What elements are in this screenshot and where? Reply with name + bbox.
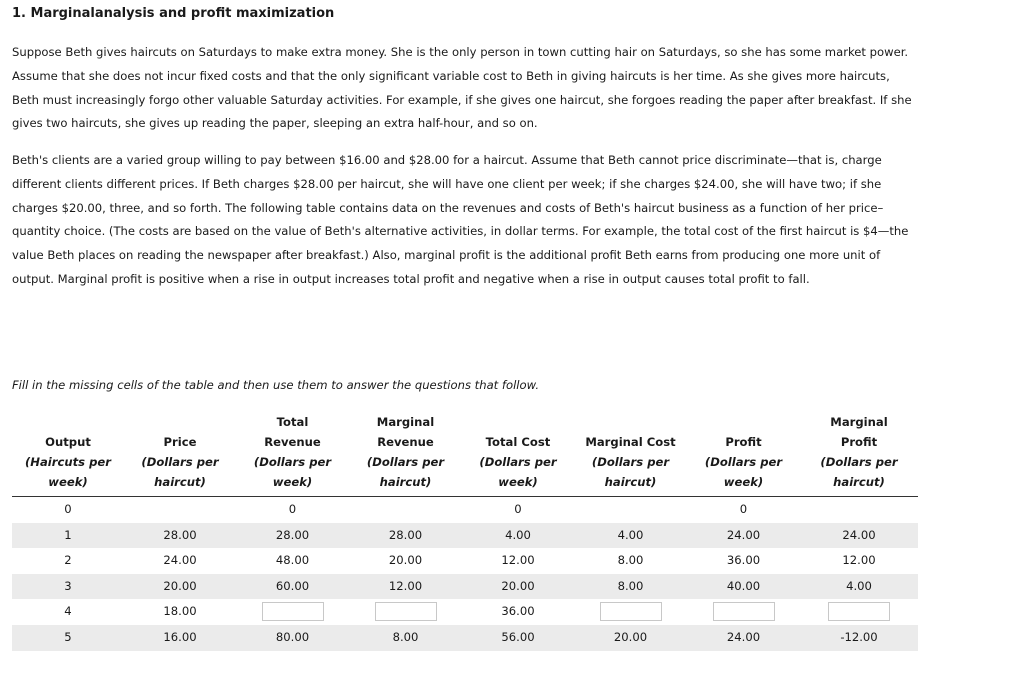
header-price [124, 412, 236, 497]
cell-marginal-revenue: 28.00 [349, 523, 462, 549]
header-unit1: (Dollars per [820, 455, 898, 469]
cell-price: 24.00 [163, 553, 197, 568]
cell-profit: 24.00 [687, 625, 800, 651]
header-unit2: week) [272, 475, 313, 489]
header-line2: Marginal Cost [585, 435, 676, 449]
table-instruction: Fill in the missing cells of the table and then use them to answer the questions that follow. [12, 378, 540, 392]
cell-profit: 40.00 [687, 574, 800, 600]
cell-total-revenue: 48.00 [275, 553, 310, 568]
cell-marginal-revenue: 12.00 [349, 574, 462, 600]
header-unit1: (Dollars per [253, 455, 332, 469]
header-unit1: (Dollars per [591, 455, 670, 469]
intro-paragraph: Suppose Beth gives haircuts on Saturdays to make extra money. She is the only person in town cutting hair on Saturdays, so she has some market power. Assume that she does not incur fixed costs and that the only significant variable cost to Beth in giving haircuts is her time. As she gives more haircuts, Beth must increasingly forgo other valuable Saturday activities. For example, if she gives one haircut, she forgoes reading the paper after breakfast. If she gives two haircuts, she gives up reading the paper, sleeping an extra half-hour, and so on. [12, 45, 912, 131]
cell-total-revenue: 28.00 [236, 523, 349, 549]
cell-profit: 0 [739, 502, 748, 516]
header-marginal-cost [574, 412, 687, 497]
header-unit1: (Haircuts per [24, 455, 111, 469]
cell-price: 28.00 [124, 523, 236, 549]
table-row [12, 599, 918, 625]
cell-profit [687, 599, 800, 625]
header-output [12, 412, 124, 497]
cell-marginal-profit [800, 599, 918, 625]
header-unit2: week) [723, 475, 764, 489]
header-line2: Price [163, 435, 197, 449]
cell-total-cost: 4.00 [462, 523, 574, 549]
header-line1: Marginal [830, 415, 888, 429]
cell-output: 0 [64, 502, 72, 516]
cell-profit: 24.00 [687, 523, 800, 549]
table-row [12, 523, 918, 549]
cell-output: 2 [64, 553, 72, 568]
table-row [12, 574, 918, 600]
cell-total-cost: 36.00 [501, 604, 535, 619]
header-unit2: week) [498, 475, 538, 489]
header-unit2: week) [48, 475, 88, 489]
cell-marginal-cost: 4.00 [574, 523, 687, 549]
table-row [12, 497, 918, 523]
details-paragraph: Beth's clients are a varied group willing to pay between $16.00 and $28.00 for a haircut. Assume that Beth cannot price discriminate—that is, charge different clients different prices. If Beth charges $28.00 per haircut, she will have one client per week; if she charges $24.00, she will have two; if she charges $20.00, three, and so forth. The following table contains data on the revenues and costs of Beth's haircut business as a function of her price–quantity choice. (The costs are based on the value of Beth's alternative activities, in dollar terms. For example, the total cost of the first haircut is $4—the value Beth places on reading the newspaper after breakfast.) Also, marginal profit is the additional profit Beth earns from producing one more unit of output. Marginal profit is positive when a rise in output increases total profit and negative when a rise in output causes total profit to fall. [12, 153, 909, 286]
cell-marginal-cost [574, 599, 687, 625]
cell-output: 5 [12, 625, 124, 651]
cell-marginal-revenue: 20.00 [388, 553, 423, 568]
cell-marginal-cost: 8.00 [617, 553, 644, 568]
cell-marginal-revenue [349, 599, 462, 625]
header-line2: Total Cost [485, 435, 551, 449]
cell-marginal-revenue: 8.00 [349, 625, 462, 651]
cell-total-cost: 20.00 [462, 574, 574, 600]
cell-price: 18.00 [163, 604, 197, 619]
total-revenue-input[interactable] [262, 602, 324, 621]
cell-total-revenue: 0 [288, 502, 297, 516]
header-total-revenue [236, 412, 349, 497]
header-unit1: (Dollars per [366, 455, 445, 469]
cell-marginal-profit: 4.00 [800, 574, 918, 600]
cell-total-revenue: 80.00 [236, 625, 349, 651]
cell-output: 3 [12, 574, 124, 600]
profit-input[interactable] [713, 602, 775, 621]
cell-marginal-cost: 20.00 [574, 625, 687, 651]
table-row [12, 548, 918, 574]
cell-marginal-profit: 12.00 [842, 553, 876, 568]
header-line2: Revenue [377, 435, 434, 449]
header-unit2: haircut) [833, 475, 885, 489]
header-unit1: (Dollars per [704, 455, 783, 469]
cell-marginal-cost: 8.00 [574, 574, 687, 600]
header-line1: Marginal [376, 415, 435, 429]
cell-total-revenue: 60.00 [236, 574, 349, 600]
cell-output: 4 [64, 604, 72, 619]
header-unit1: (Dollars per [141, 455, 219, 469]
header-line2: Profit [840, 435, 878, 449]
cell-total-cost: 12.00 [501, 553, 535, 568]
cell-marginal-profit [800, 497, 918, 523]
cell-total-revenue [236, 599, 349, 625]
section-title: 1. Marginalanalysis and profit maximization [12, 6, 335, 21]
header-line2: Output [45, 435, 91, 449]
marginal-profit-input[interactable] [828, 602, 890, 621]
header-profit [687, 412, 800, 497]
cell-marginal-profit: 24.00 [800, 523, 918, 549]
cell-price [124, 497, 236, 523]
header-line1: Total [276, 415, 309, 429]
header-total-cost [462, 412, 574, 497]
cell-price: 20.00 [124, 574, 236, 600]
marginal-revenue-input[interactable] [375, 602, 437, 621]
table-row [12, 625, 918, 651]
cell-price: 16.00 [124, 625, 236, 651]
data-table [12, 412, 918, 651]
header-line2: Profit [725, 435, 762, 449]
cell-output: 1 [12, 523, 124, 549]
cell-marginal-cost [574, 497, 687, 523]
cell-marginal-revenue [349, 497, 462, 523]
cell-total-cost: 0 [514, 502, 522, 516]
header-unit2: haircut) [604, 475, 657, 489]
cell-profit: 36.00 [726, 553, 761, 568]
cell-total-cost: 56.00 [462, 625, 574, 651]
header-unit2: haircut) [154, 475, 206, 489]
header-unit1: (Dollars per [479, 455, 557, 469]
header-marginal-revenue [349, 412, 462, 497]
header-line2: Revenue [264, 435, 321, 449]
header-marginal-profit [800, 412, 918, 497]
marginal-cost-input[interactable] [600, 602, 662, 621]
cell-marginal-profit: -12.00 [800, 625, 918, 651]
table-header-row [12, 412, 918, 497]
header-unit2: haircut) [379, 475, 432, 489]
